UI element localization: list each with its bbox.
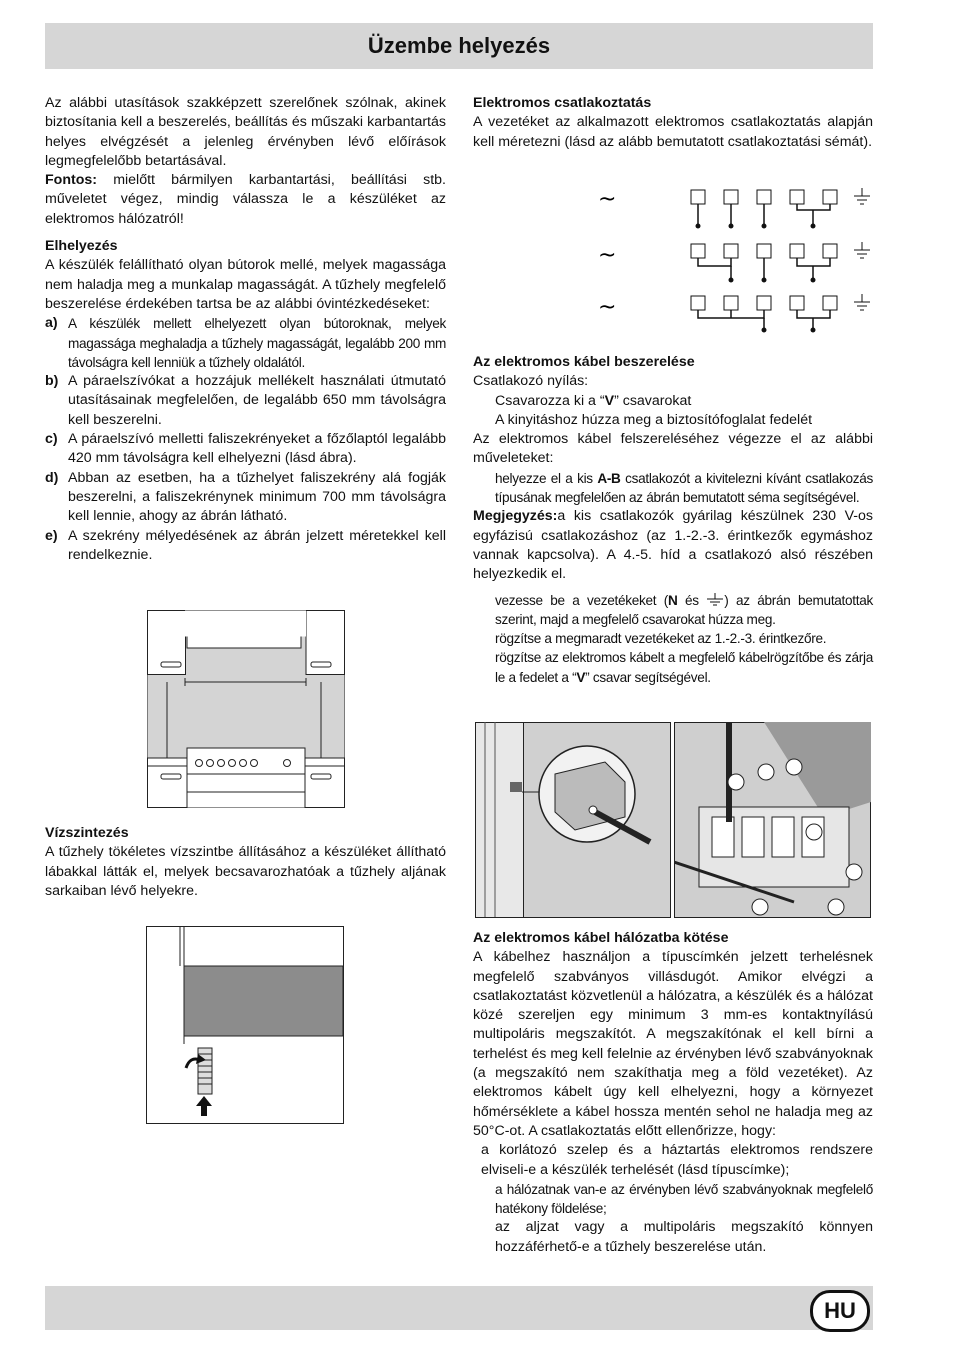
intro-paragraph: Az alábbi utasítások szakképzett szerelőnek szólnak, akinek biztosítania kell a beszerelés, beállítás és műszaki karbantartás helyes elvégzését a jelenleg érvényben lévő előírások legmegfelelőbb betartásával. [45, 95, 446, 169]
conn-heading: Elektromos csatlakoztatás [473, 95, 652, 111]
important-paragraph [45, 171, 446, 229]
terminal-1 [691, 190, 705, 204]
important-text: mielőtt bármilyen karbantartási, beállítási stb. műveletet végez, mindig válassza le a készüléket az elektromos hálózatról! [45, 172, 446, 227]
ground-icon [854, 242, 870, 258]
kitchen-placement-figure [147, 610, 345, 808]
kitchen-diagram [147, 610, 345, 808]
cable-heading: Az elektromos kábel beszerelése [473, 354, 695, 370]
leveling-heading: Vízszintezés [45, 825, 129, 841]
cable-opening: Csatlakozó nyílás: [473, 373, 589, 390]
grid-section [473, 929, 873, 1257]
cable-section [473, 353, 873, 687]
ground-icon [706, 593, 724, 607]
cable-step-2: A kinyitáshoz húzza meg a biztosítófoglalat fedelét [495, 411, 813, 428]
left-column [45, 94, 446, 565]
leveling-figure [146, 926, 344, 1124]
cable-place: helyezze el a kis A-B csatlakozót a kivitelezni kívánt csatlakozás típusának megfelelően az ábrán bemutatott séma segítségével. [495, 470, 873, 506]
conn-text: A vezetéket az alkalmazott elektromos csatlakoztatás alapján kell méretezni (lásd az alább bemutatott csatlakoztatási sémát). [473, 114, 873, 150]
important-label: Fontos: [45, 172, 98, 189]
wiring-row-3 [598, 294, 870, 333]
list-text: Abban az esetben, ha a tűzhelyet faliszekrény alá fogják beszerelni, a faliszekrénynek minimum 700 mm távolságra kell lennie, ahogy az ábrán látható. [68, 469, 446, 525]
ac-symbol: ~ [598, 295, 617, 320]
cable-step-1: Csavarozza ki a “V” csavarokat [495, 392, 692, 409]
footer-bar [45, 1286, 873, 1330]
list-key: e) [45, 527, 58, 544]
terminal-3 [757, 190, 771, 204]
wiring-row-1 [598, 187, 870, 229]
ac-symbol: ~ [598, 243, 617, 268]
grid-text: A kábelhez használjon a típuscímkén jelzett terhelésnek megfelelő szabványos villásdugót. Amikor elvégzi a csatlakoztatást közvetlenül a hálózatra, a készülék és a hálózat közé szereljen egy minimum 3 mm-es kontaktnyílású multipoláris megszakítót. A megszakítónak el kell bírni a terhelést és meg kell felelnie az érvényben lévő szabványoknak (a megszakító nem szakíthatja meg a föld vezetéket). Az elektromos kábelt úgy kell elhelyezni, hogy a környezet hőmérséklete a kábel hossza mentén sehol ne haladja meg az 50°C-ot. A csatlakoztatás előtt ellenőrizze, hogy: [473, 949, 873, 1139]
placement-heading: Elhelyezés [45, 238, 118, 255]
terminal-4 [790, 190, 804, 204]
list-key: d) [45, 469, 59, 486]
check-3: az aljzat vagy a multipoláris megszakító könnyen hozzáférhető-e a tűzhely beszerelése után. [495, 1219, 873, 1255]
ground-icon [854, 294, 870, 310]
check-1: a korlátozó szelep és a háztartás elektromos rendszere elviseli-e a készülék terhelését (lásd típuscímke); [481, 1142, 873, 1178]
ac-symbol: ~ [598, 187, 617, 212]
terminal-2 [724, 190, 738, 204]
list-key: c) [45, 431, 58, 448]
right-column [473, 94, 873, 152]
grid-heading: Az elektromos kábel hálózatba kötése [473, 930, 729, 946]
list-text: A páraelszívókat a hozzájuk mellékelt használati útmutató utasításainak megfelelően, de legalább 650 mm távolságra kell beszerelni. [68, 373, 446, 428]
placement-text: A készülék felállítható olyan bútorok mellé, melyek magassága nem haladja meg a munkalap magasságát. A tűzhely megfelelő beszerelése érdekében tartsa be az alábbi óvintézkedéseket: [45, 257, 446, 312]
title-bar [45, 23, 873, 69]
leveling-diagram [146, 926, 344, 1124]
wiring-diagram [590, 180, 880, 340]
note-paragraph: Megjegyzés:a kis csatlakozók gyárilag készülnek 230 V-os egyfázisú csatlakozáshoz (az 1.-2.-3. érintkezők egymáshoz vannak kapcsolva). A 4.-5. híd a csatlakozó alsó részében helyezkedik el. [473, 508, 873, 583]
ground-icon [854, 188, 870, 204]
terminal-5 [823, 190, 837, 204]
list-text: A szekrény mélyedésének az ábrán jelzett méretekkel kell rendelkeznie. [68, 527, 446, 563]
wire-step-2: rögzítse a megmaradt vezetékeket az 1.-2.-3. érintkezőre. [495, 631, 827, 647]
terminal-cover-figure [475, 722, 671, 918]
cable-install: Az elektromos kábel felszereléséhez végezze el az alábbi műveleteket: [473, 431, 873, 467]
list-item [45, 314, 446, 372]
leveling-section [45, 824, 446, 901]
language-badge: HU [810, 1290, 870, 1332]
list-item [45, 469, 446, 527]
check-2: a hálózatnak van-e az érvényben lévő szabványoknak megfelelő hatékony földelése; [495, 1181, 873, 1217]
leveling-text: A tűzhely tökéletes vízszintbe állításához a készüléket állítható lábakkal látták el, melyek becsavarozhatóak a tűzhely aljának sarkaiban lévő helyekre. [45, 844, 446, 899]
wire-step-3: rögzítse az elektromos kábelt a megfelelő kábelrögzítőbe és zárja le a fedelet a “V” csavar segítségével. [495, 650, 873, 685]
wire-step-1: vezesse be a vezetékeket (N és ) az ábrán bemutatottak szerint, majd a megfelelő csavarokat húzza meg. [495, 592, 873, 627]
list-item [45, 527, 446, 566]
list-key: b) [45, 373, 59, 390]
list-text: A páraelszívó melletti faliszekrényeket a főzőlaptól legalább 420 mm távolságra kell elhelyezni (lásd ábra). [68, 431, 446, 467]
list-text: A készülék mellett elhelyezett olyan bútoroknak, melyek magassága meghaladja a tűzhely magasságát, legalább 200 mm távolságra kell lenniük a tűzhely oldalától. [68, 316, 446, 370]
list-item [45, 430, 446, 469]
wiring-row-2 [598, 242, 870, 283]
list-key: a) [45, 315, 58, 332]
list-item [45, 372, 446, 430]
page-title: Üzembe helyezés [367, 33, 551, 58]
terminal-wiring-figure [674, 722, 871, 918]
